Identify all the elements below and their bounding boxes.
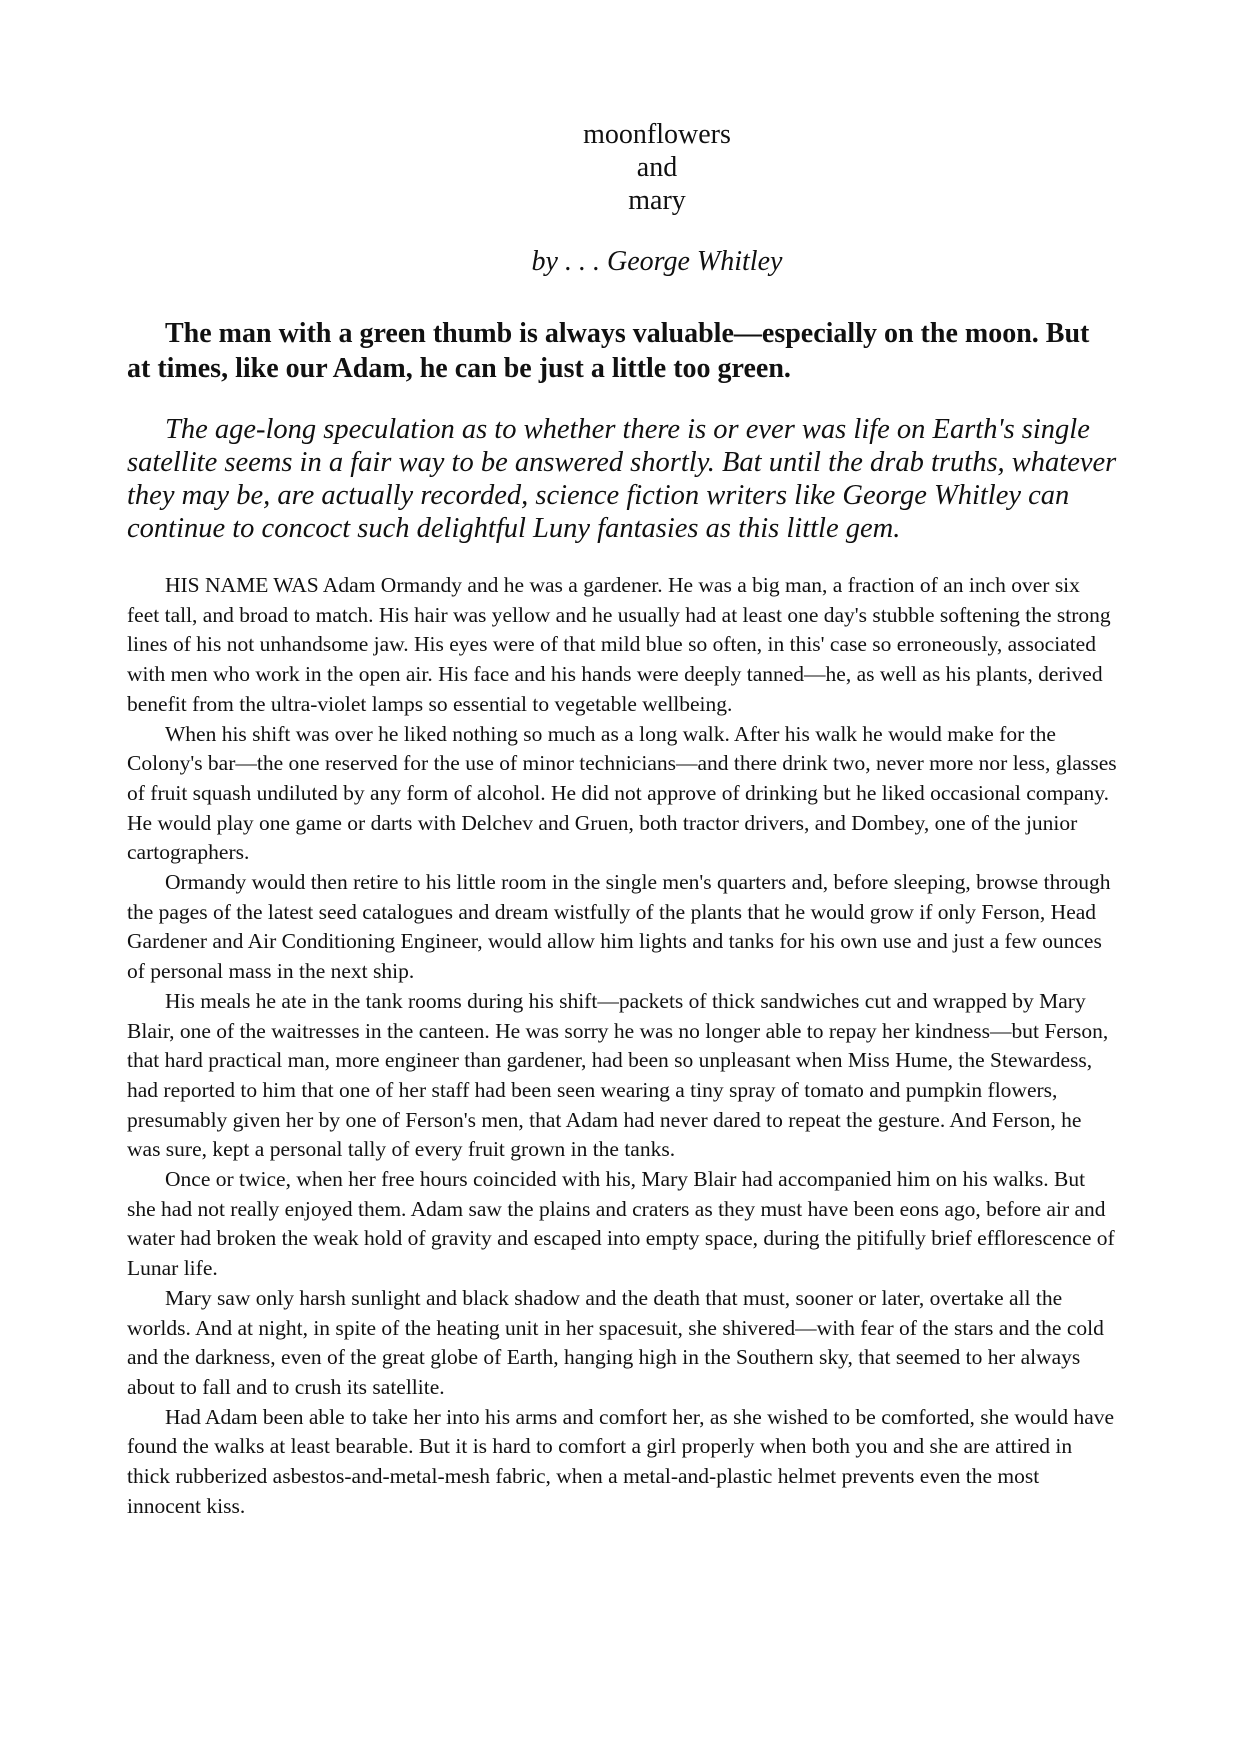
story-title bbox=[197, 118, 1117, 217]
paragraph: Mary saw only harsh sunlight and black shadow and the death that must, sooner or later, overtake all the worlds. And at night, in spite of the heating unit in her spacesuit, she shivered—with fear of the stars and the cold and the darkness, even of the great globe of Earth, hanging high in the Southern sky, that seemed to her always about to fall and to crush its satellite. bbox=[127, 1285, 1104, 1399]
document-page bbox=[127, 118, 1117, 1522]
story-blurb: The man with a green thumb is always valuable—especially on the moon. But at times, like our Adam, he can be just a little too green. bbox=[127, 318, 1090, 384]
paragraph: Once or twice, when her free hours coincided with his, Mary Blair had accompanied him on his walks. But she had not really enjoyed them. Adam saw the plains and craters as they must have been eons ago, before air and water had broken the weak hold of gravity and escaped into empty space, during the pitifully brief efflorescence of Lunar life. bbox=[127, 1167, 1115, 1281]
title-line-2: and bbox=[636, 152, 678, 183]
paragraph: When his shift was over he liked nothing so much as a long walk. After his walk he would make for the Colony's bar—the one reserved for the use of minor technicians—and there drink two, never more nor less, glasses of fruit squash undiluted by any form of alcohol. He did not approve of drinking but he liked occasional company. He would play one game or darts with Delchev and Gruen, both tractor drivers, and Dombey, one of the junior cartographers. bbox=[127, 721, 1117, 865]
title-line-1: moonflowers bbox=[583, 119, 731, 150]
paragraph: Ormandy would then retire to his little room in the single men's quarters and, before sleeping, browse through the pages of the latest seed catalogues and dream wistfully of the plants that he would grow if only Ferson, Head Gardener and Air Conditioning Engineer, would allow him lights and tanks for his own use and just a few ounces of personal mass in the next ship. bbox=[127, 870, 1111, 984]
title-line-3: mary bbox=[628, 185, 686, 216]
editorial-intro: The age-long speculation as to whether there is or ever was life on Earth's single satellite seems in a fair way to be answered shortly. Bat until the drab truths, whatever they may be, are actually recorded, science fiction writers like George Whitley can continue to concoct such delightful Luny fantasies as this little gem. bbox=[127, 414, 1117, 544]
author-byline: by . . . George Whitley bbox=[531, 246, 783, 277]
paragraph: Had Adam been able to take her into his arms and comfort her, as she wished to be comforted, she would have found the walks at least bearable. But it is hard to comfort a girl properly when both you and she are attired in thick rubberized asbestos-and-metal-mesh fabric, when a metal-and-plastic helmet prevents even the most innocent kiss. bbox=[127, 1404, 1115, 1518]
paragraph: HIS NAME WAS Adam Ormandy and he was a gardener. He was a big man, a fraction of an inch over six feet tall, and broad to match. His hair was yellow and he usually had at least one day's stubble softening the strong lines of his not unhandsome jaw. His eyes were of that mild blue so often, in this' case so erroneously, associated with men who work in the open air. His face and his hands were deeply tanned—he, as well as his plants, derived benefit from the ultra-violet lamps so essential to vegetable wellbeing. bbox=[127, 573, 1111, 716]
story-body bbox=[127, 571, 1117, 1522]
paragraph: His meals he ate in the tank rooms during his shift—packets of thick sandwiches cut and wrapped by Mary Blair, one of the waitresses in the canteen. He was sorry he was no longer able to repay her kindness—but Ferson, that hard practical man, more engineer than gardener, had been so unpleasant when Miss Hume, the Stewardess, had reported to him that one of her staff had been seen wearing a tiny spray of tomato and pumpkin flowers, presumably given her by one of Ferson's men, that Adam had never dared to repeat the gesture. And Ferson, he was sure, kept a personal tally of every fruit grown in the tanks. bbox=[127, 988, 1109, 1162]
